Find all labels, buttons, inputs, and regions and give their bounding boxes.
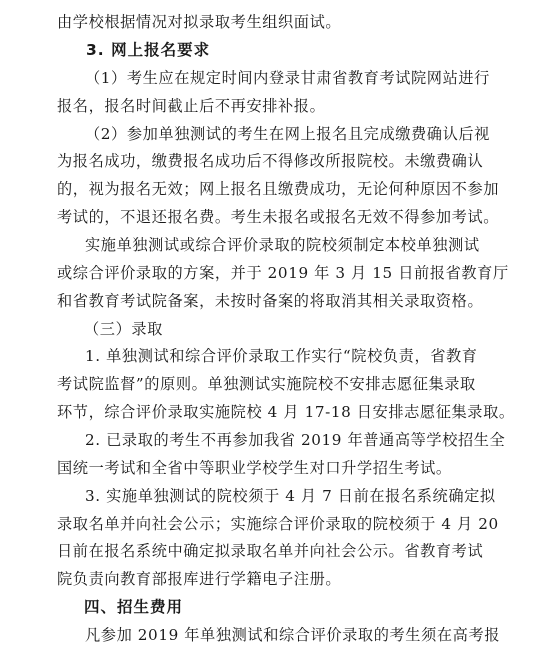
text-line-15: 环节，综合评价录取实施院校 4 月 17-18 日安排志愿征集录取。 xyxy=(57,403,515,422)
text-line-10: 或综合评价录取的方案，并于 2019 年 3 月 15 日前报省教育厅 xyxy=(57,263,509,282)
text-line-16: 2. 已录取的考生不再参加我省 2019 年普通高等学校招生全 xyxy=(85,431,506,449)
text-line-13: 1. 单独测试和综合评价录取工作实行“院校负责，省教育 xyxy=(85,347,478,366)
text-line-5: （2）参加单独测试的考生在网上报名且完成缴费确认后视 xyxy=(85,124,490,143)
text-line-19: 录取名单并向社会公示；实施综合评价录取的院校须于 4 月 20 xyxy=(57,514,499,533)
section-heading-admission: （三）录取 xyxy=(84,319,163,338)
text-line-7: 的，视为报名无效；网上报名且缴费成功，无论何种原因不参加 xyxy=(57,180,500,199)
text-line-9: 实施单独测试或综合评价录取的院校须制定本校单独测试 xyxy=(85,235,480,254)
text-line-3: （1）考生应在规定时间内登录甘肃省教育考试院网站进行 xyxy=(85,68,490,87)
text-line-20: 日前在报名系统中确定拟录取名单并向社会公示。省教育考试 xyxy=(57,542,484,561)
text-line-6: 为报名成功，缴费报名成功后不得修改所报院校。未缴费确认 xyxy=(57,152,484,171)
text-line-23: 凡参加 2019 年单独测试和综合评价录取的考生须在高考报 xyxy=(85,626,501,644)
text-line-18: 3. 实施单独测试的院校须于 4 月 7 日前在报名系统确定拟 xyxy=(85,486,496,505)
text-line-4: 报名，报名时间截止后不再安排补报。 xyxy=(57,96,326,115)
section-heading-online-registration: 3. 网上报名要求 xyxy=(86,40,211,59)
text-line-11: 和省教育考试院备案，未按时备案的将取消其相关录取资格。 xyxy=(57,291,484,310)
text-line-21: 院负责向教育部报库进行学籍电子注册。 xyxy=(57,570,342,589)
text-line-17: 国统一考试和全省中等职业学校学生对口升学招生考试。 xyxy=(57,458,452,477)
text-line-8: 考试的，不退还报名费。考生未报名或报名无效不得参加考试。 xyxy=(57,208,500,226)
text-line-14: 考试院监督”的原则。单独测试实施院校不安排志愿征集录取 xyxy=(57,375,476,394)
text-line-1: 由学校根据情况对拟录取考生组织面试。 xyxy=(57,13,342,31)
section-heading-fees: 四、招生费用 xyxy=(84,598,184,617)
